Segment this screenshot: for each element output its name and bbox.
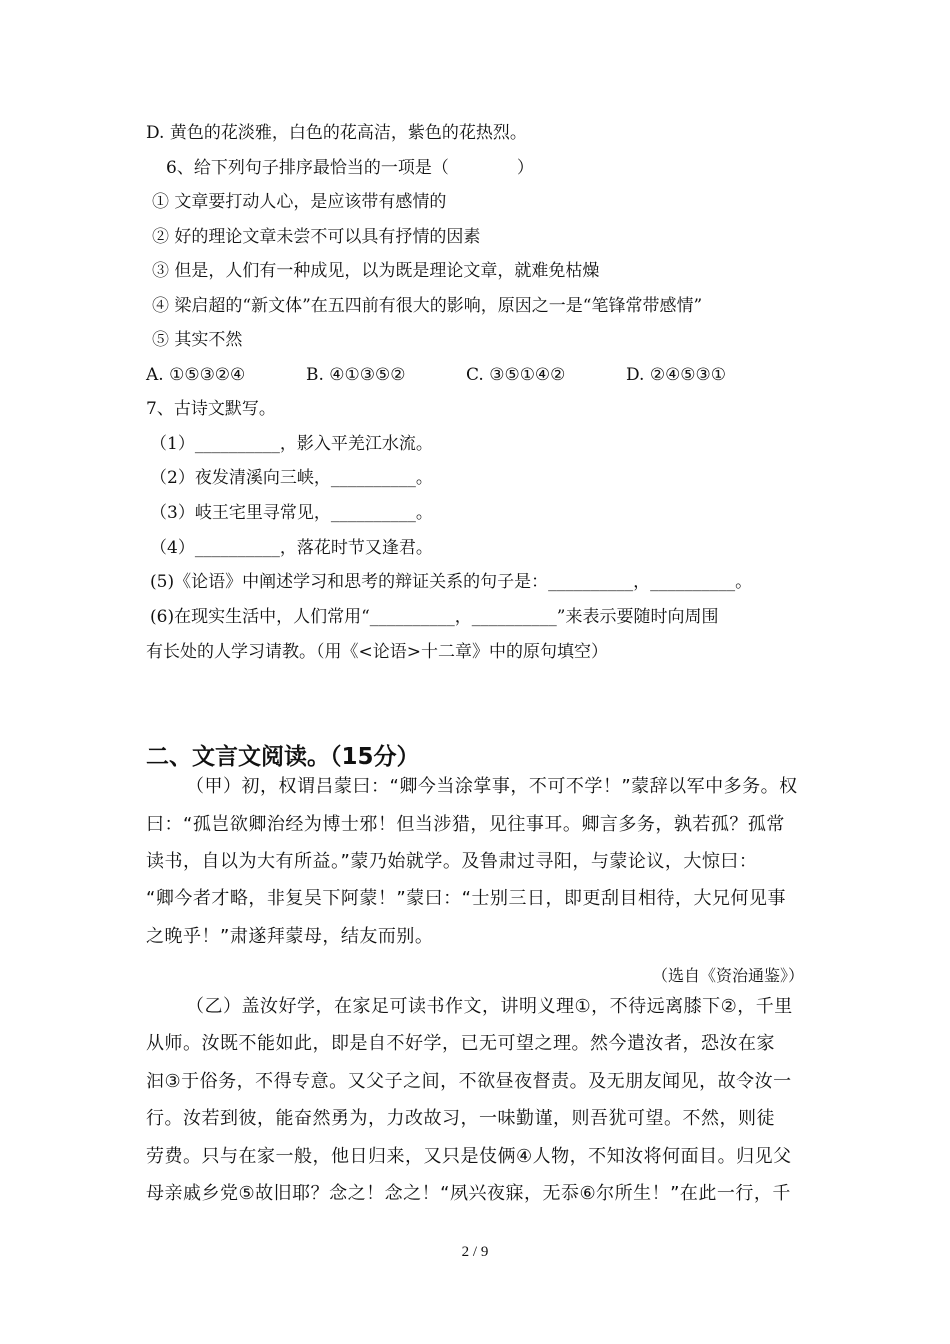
jia-line: 之晚乎！”肃遂拜蒙母，结友而别。 [146, 926, 434, 947]
q6-item: ⑤ 其实不然 [152, 330, 243, 350]
yi-line: 行。汝若到彼，能奋然勇为，力改故习，一味勤谨，则吾犹可望。不然，则徒 [146, 1108, 775, 1129]
yi-line: （乙）盖汝好学，在家足可读书作文，讲明义理①，不待远离膝下②，千里 [186, 996, 793, 1017]
q7-line: （4）__________，落花时节又逢君。 [150, 538, 433, 558]
q6-option-c: C. ③⑤①④② [466, 365, 566, 385]
q6-option-b: B. ④①③⑤② [306, 365, 406, 385]
q5-option-d: D. 黄色的花淡雅，白色的花高洁，紫色的花热烈。 [146, 123, 527, 143]
q6-stem: 6、给下列句子排序最恰当的一项是（ ） [166, 158, 534, 178]
q7-line: (6)在现实生活中，人们常用“__________，__________”来表示要随时向周围 [150, 607, 719, 627]
jia-source: （选自《资治通鉴》） [651, 966, 804, 985]
q7-line: (5)《论语》中阐述学习和思考的辩证关系的句子是：__________，__________。 [150, 572, 753, 592]
q6-item: ③ 但是，人们有一种成见，以为既是理论文章，就难免枯燥 [152, 261, 600, 281]
page-number: 2 / 9 [461, 1244, 489, 1260]
q6-options [146, 364, 786, 386]
q7-line: 有长处的人学习请教。（用《<论语>十二章》中的原句填空） [146, 642, 608, 662]
q6-option-a: A. ①⑤③②④ [146, 365, 246, 385]
q6-option-d: D. ②④⑤③① [626, 365, 727, 385]
q6-item: ④ 梁启超的“新文体”在五四前有很大的影响，原因之一是“笔锋常带感情” [152, 296, 703, 316]
jia-line: （甲）初，权谓吕蒙曰：“卿今当涂掌事，不可不学！”蒙辞以军中多务。权 [186, 776, 798, 797]
jia-line: 读书，自以为大有所益。”蒙乃始就学。及鲁肃过寻阳，与蒙论议，大惊曰： [146, 851, 758, 872]
yi-line: 劳费。只与在家一般，他日归来，又只是伎俩④人物，不知汝将何面目。归见父 [146, 1146, 792, 1167]
jia-line: 曰：“孤岂欲卿治经为博士邪！但当涉猎，见往事耳。卿言多务，孰若孤？孤常 [146, 814, 785, 835]
section-heading: 二、文言文阅读。（15分） [146, 744, 420, 770]
q6-item: ② 好的理论文章未尝不可以具有抒情的因素 [152, 227, 481, 247]
q7-stem: 7、古诗文默写。 [146, 399, 276, 419]
yi-line: 从师。汝既不能如此，即是自不好学，已无可望之理。然今遣汝者，恐汝在家 [146, 1033, 775, 1054]
q7-line: （3）岐王宅里寻常见，__________。 [150, 503, 433, 523]
yi-line: 母亲戚乡党⑤故旧耶？念之！念之！“夙兴夜寐，无忝⑥尔所生！”在此一行，千 [146, 1183, 791, 1204]
q7-line: （2）夜发清溪向三峡，__________。 [150, 468, 433, 488]
yi-line: 汩③于俗务，不得专意。又父子之间，不欲昼夜督责。及无朋友闻见，故令汝一 [146, 1071, 792, 1092]
jia-line: “卿今者才略，非复吴下阿蒙！”蒙曰：“士别三日，即更刮目相待，大兄何见事 [146, 888, 786, 909]
q7-line: （1）__________，影入平羌江水流。 [150, 434, 433, 454]
q6-item: ① 文章要打动人心，是应该带有感情的 [152, 192, 447, 212]
